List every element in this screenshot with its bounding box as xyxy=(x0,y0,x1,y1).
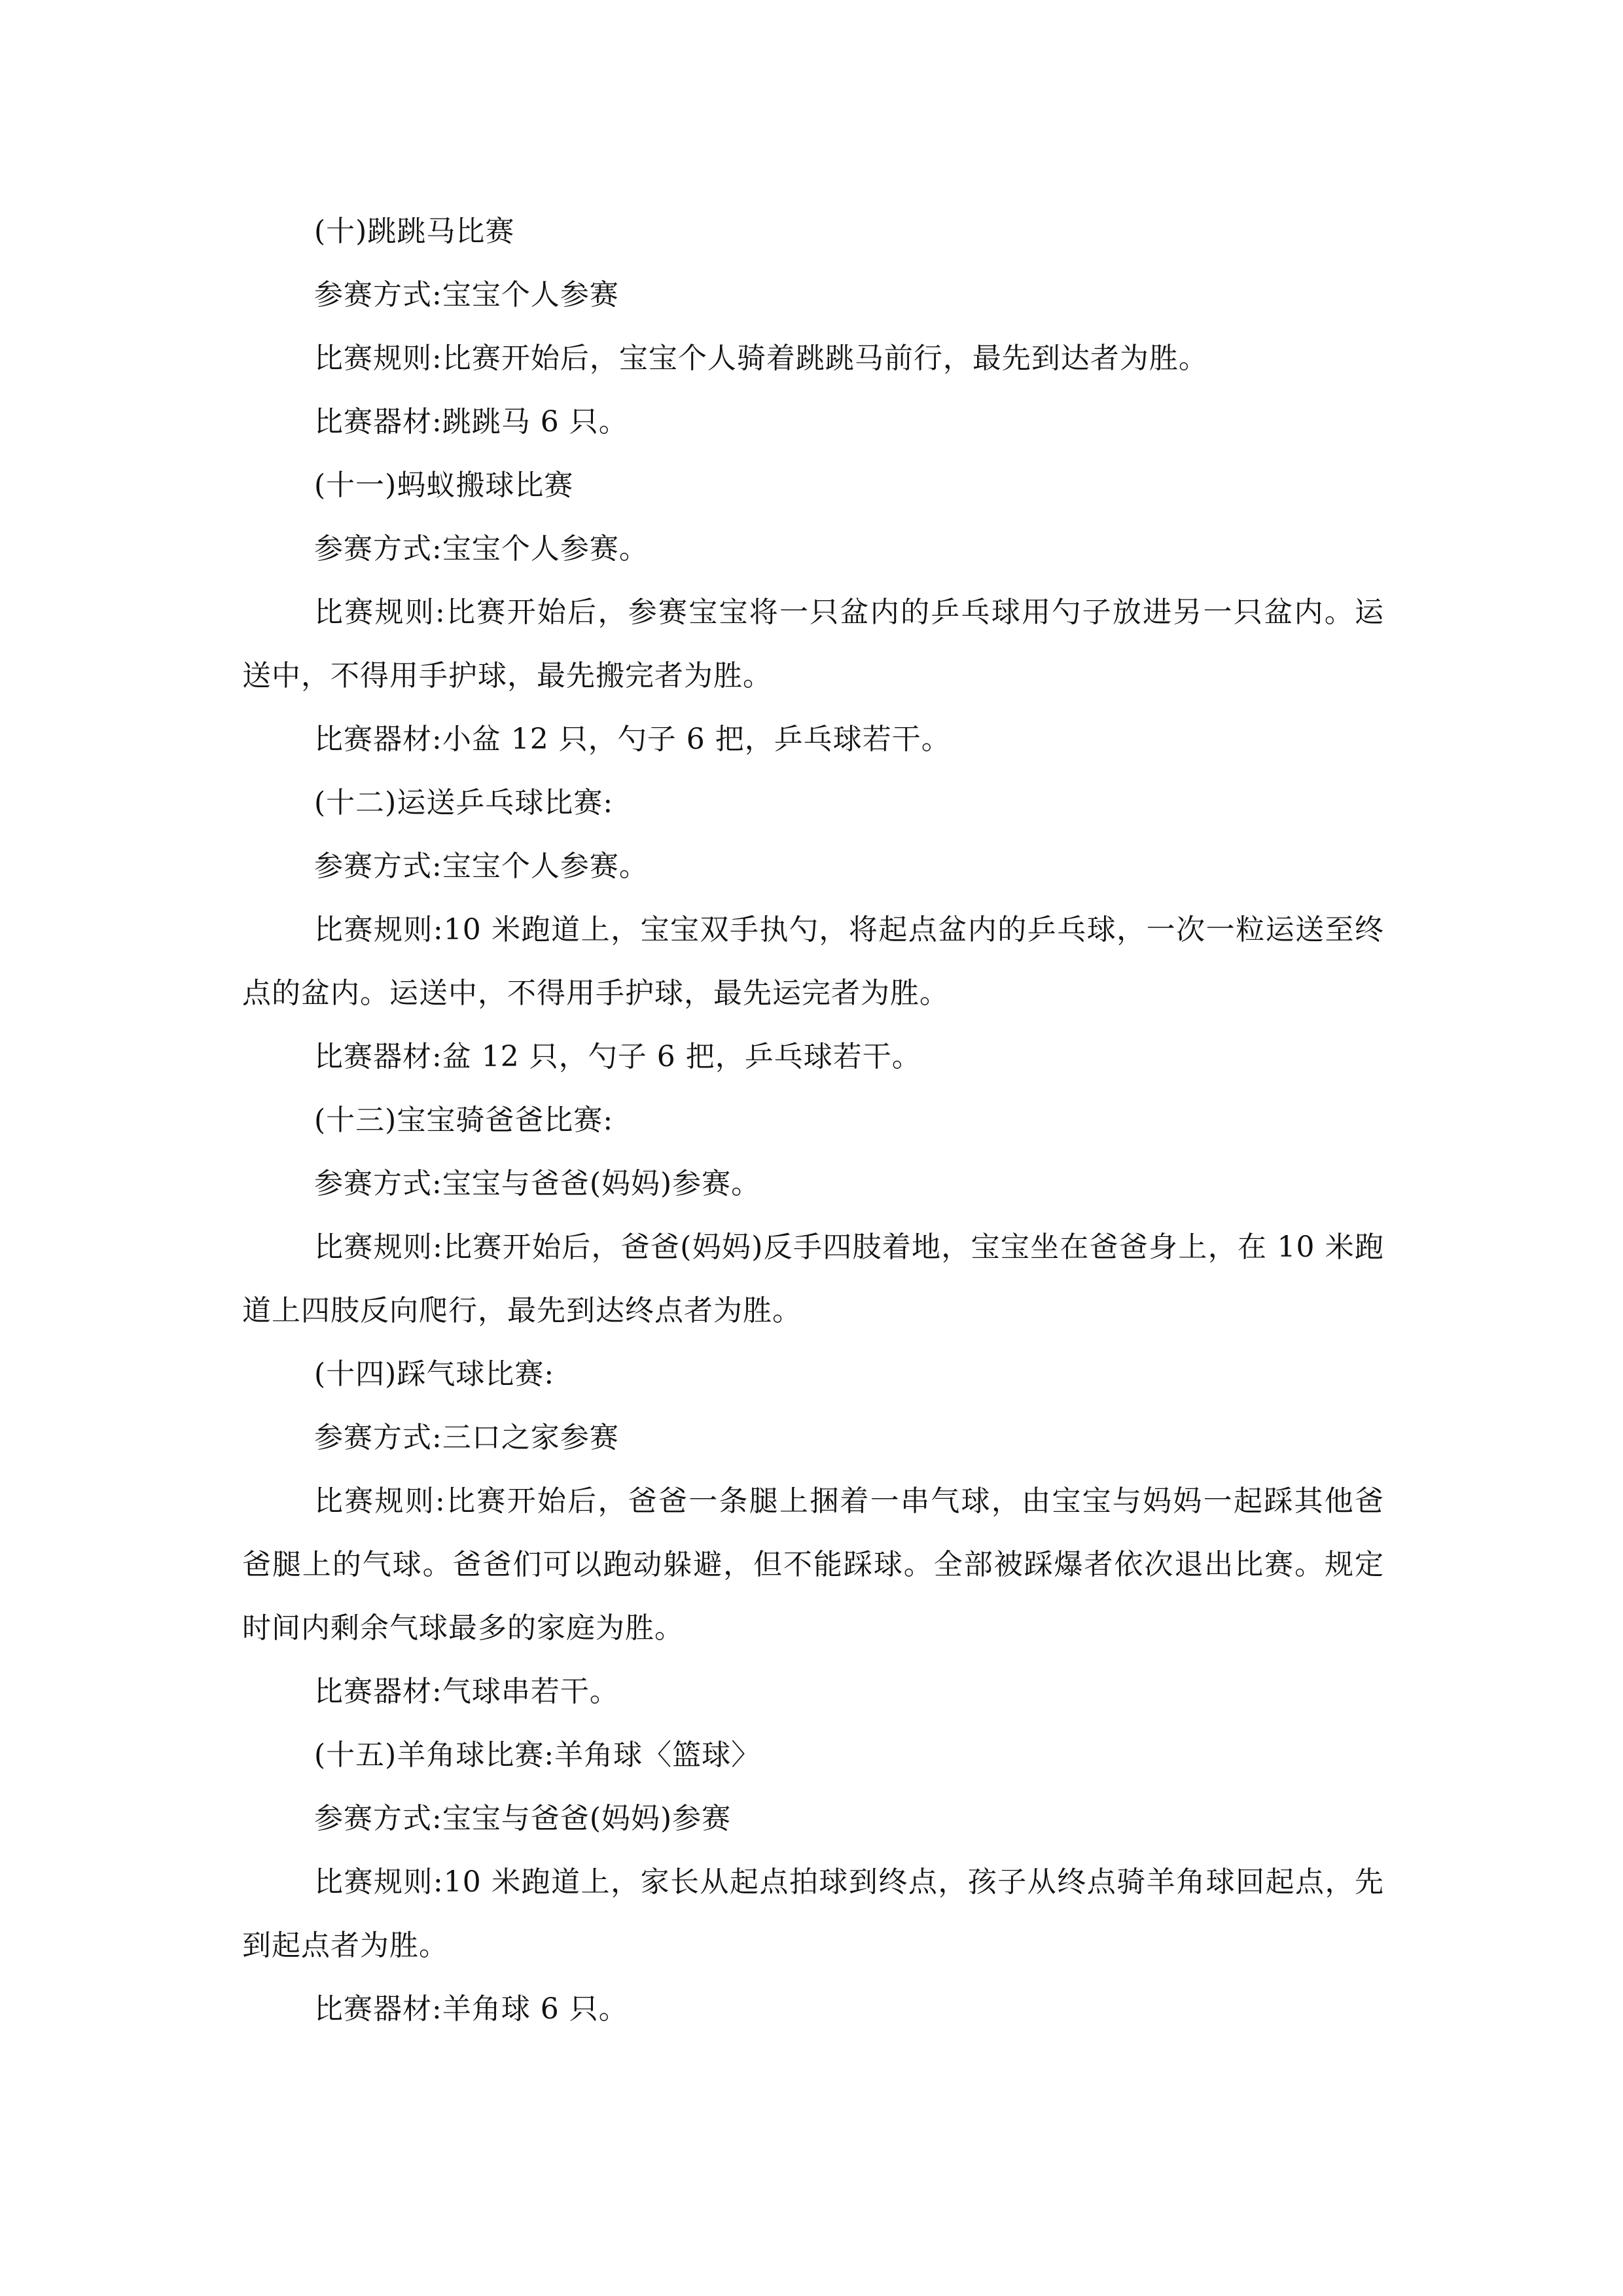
section-heading: (十一)蚂蚁搬球比赛 xyxy=(314,469,574,502)
document-body xyxy=(242,200,1384,2041)
participation-method: 参赛方式:宝宝个人参赛 xyxy=(314,278,619,312)
competition-equipment: 比赛器材:气球串若干。 xyxy=(314,1675,619,1708)
competition-rules: 比赛规则:比赛开始后，宝宝个人骑着跳跳马前行，最先到达者为胜。 xyxy=(314,342,1208,375)
section-heading: (十四)踩气球比赛: xyxy=(314,1357,555,1391)
competition-equipment: 比赛器材:跳跳马 6 只。 xyxy=(314,405,628,439)
competition-rules: 比赛规则:比赛开始后，爸爸一条腿上捆着一串气球，由宝宝与妈妈一起踩其他爸爸腿上的气球。爸爸们可以跑动躲避，但不能踩球。全部被踩爆者依次退出比赛。规定时间内剩余气球最多的家庭为胜。 xyxy=(242,1484,1384,1645)
participation-method: 参赛方式:宝宝个人参赛。 xyxy=(314,850,649,883)
competition-rules: 比赛规则:比赛开始后，爸爸(妈妈)反手四肢着地，宝宝坐在爸爸身上，在 10 米跑道上四肢反向爬行，最先到达终点者为胜。 xyxy=(242,1230,1384,1327)
section-heading: (十二)运送乒乓球比赛: xyxy=(314,786,614,819)
competition-rules: 比赛规则:比赛开始后，参赛宝宝将一只盆内的乒乓球用勺子放进另一只盆内。运送中，不得用手护球，最先搬完者为胜。 xyxy=(242,596,1384,692)
competition-equipment: 比赛器材:盆 12 只，勺子 6 把，乒乓球若干。 xyxy=(314,1040,921,1073)
section-heading: (十五)羊角球比赛:羊角球〈篮球〉 xyxy=(314,1738,761,1772)
section-heading: (十三)宝宝骑爸爸比赛: xyxy=(314,1103,614,1137)
competition-rules: 比赛规则:10 米跑道上，家长从起点拍球到终点，孩子从终点骑羊角球回起点，先到起点者为胜。 xyxy=(242,1865,1384,1962)
participation-method: 参赛方式:三口之家参赛 xyxy=(314,1421,619,1454)
competition-equipment: 比赛器材:小盆 12 只，勺子 6 把，乒乓球若干。 xyxy=(314,723,951,756)
participation-method: 参赛方式:宝宝与爸爸(妈妈)参赛 xyxy=(314,1802,732,1835)
participation-method: 参赛方式:宝宝个人参赛。 xyxy=(314,532,649,565)
section-heading: (十)跳跳马比赛 xyxy=(314,215,515,248)
participation-method: 参赛方式:宝宝与爸爸(妈妈)参赛。 xyxy=(314,1167,761,1200)
competition-equipment: 比赛器材:羊角球 6 只。 xyxy=(314,1992,628,2026)
competition-rules: 比赛规则:10 米跑道上，宝宝双手执勺，将起点盆内的乒乓球，一次一粒运送至终点的盆内。运送中，不得用手护球，最先运完者为胜。 xyxy=(242,913,1384,1010)
